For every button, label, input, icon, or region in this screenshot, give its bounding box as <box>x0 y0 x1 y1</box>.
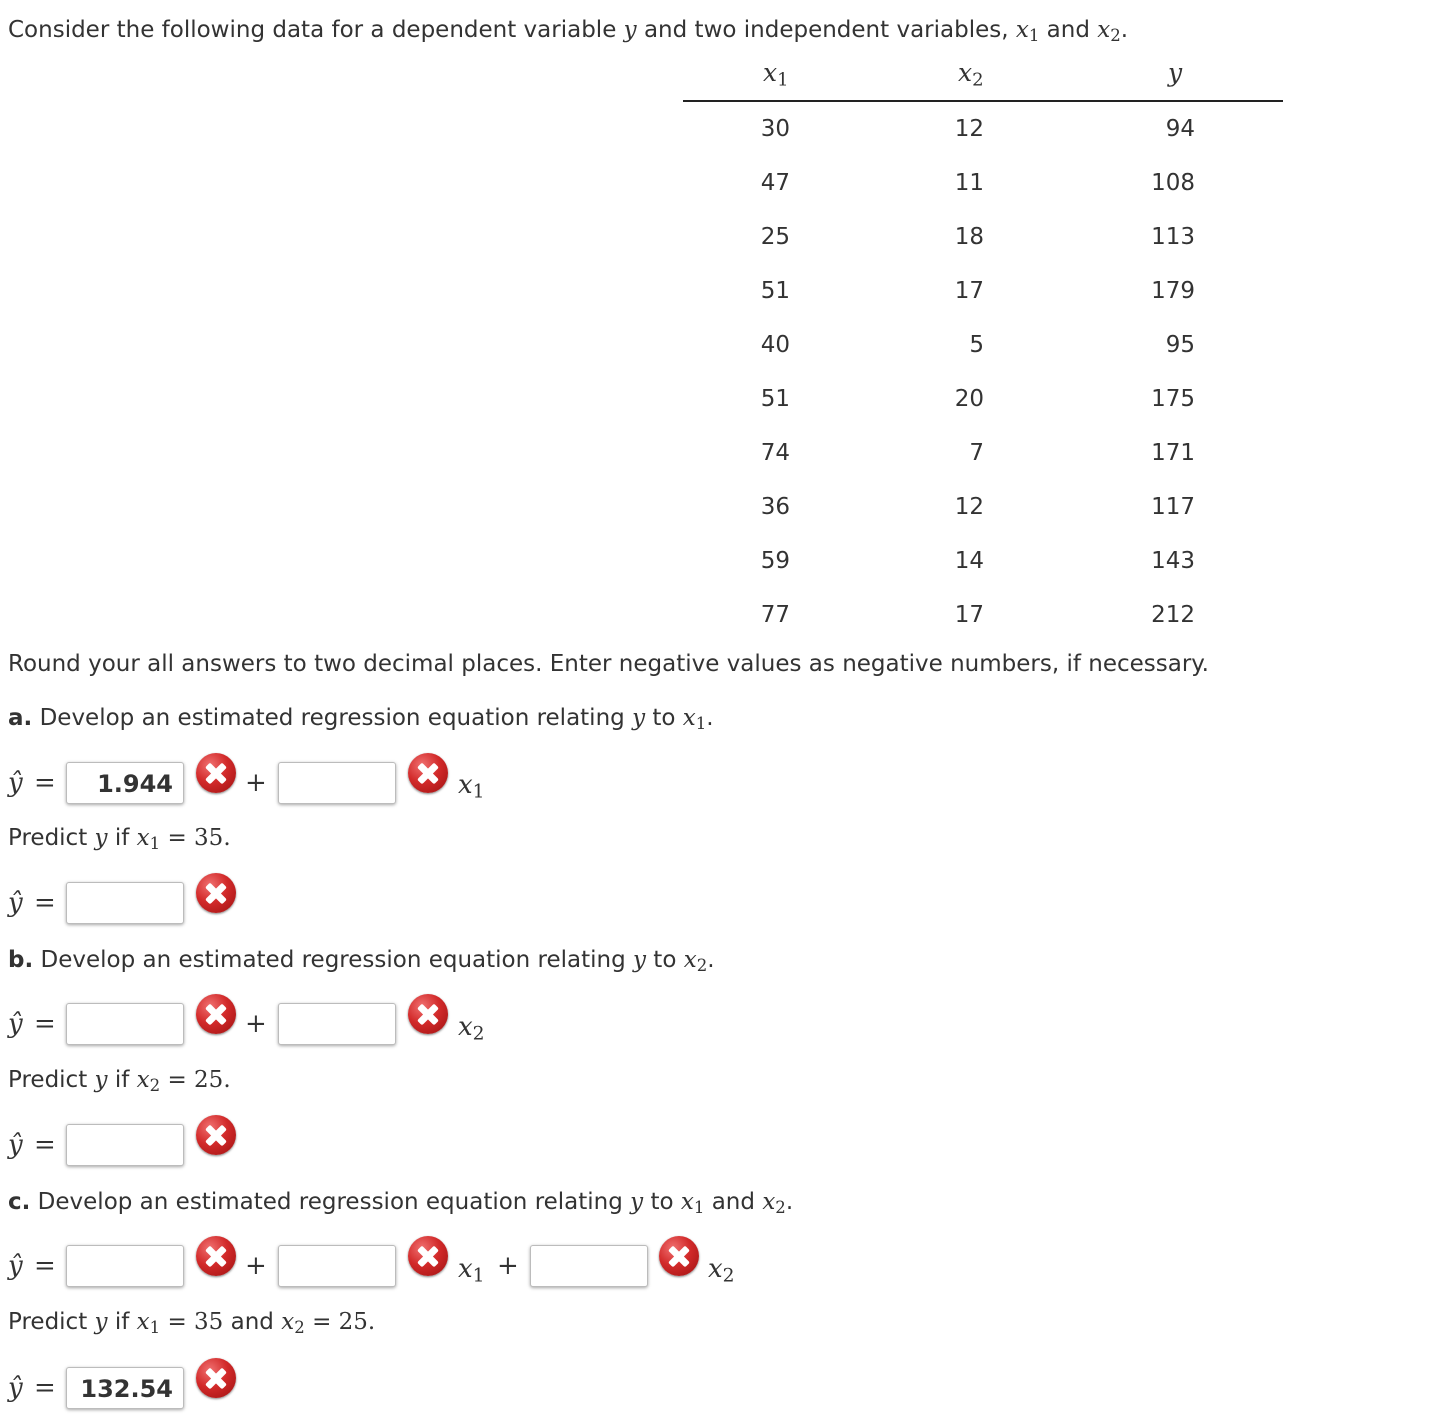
prompt-text: to <box>643 1189 681 1215</box>
equals-sign: = <box>34 1009 56 1039</box>
var-x2 <box>281 1309 305 1338</box>
part-label: a. <box>8 705 33 731</box>
plus-sign: + <box>245 768 267 798</box>
table-cell: 36 <box>760 494 790 520</box>
header-x2 <box>958 58 988 100</box>
table-cell: 7 <box>969 440 984 466</box>
var-x1 <box>458 770 485 803</box>
equals-sign: = <box>34 1130 56 1160</box>
table-cell: 143 <box>1151 548 1195 574</box>
incorrect-icon <box>196 994 236 1034</box>
part-a-predict-prompt <box>8 823 231 853</box>
table-cell: 74 <box>760 440 790 466</box>
part-b-slope-input[interactable] <box>278 1003 396 1045</box>
table-cell: 25 <box>760 224 790 250</box>
header-var: x <box>763 58 778 87</box>
var-y: y <box>632 705 646 731</box>
subscript: 2 <box>149 1076 161 1096</box>
prompt-text: to <box>646 947 684 973</box>
yhat-symbol: ŷ <box>8 1130 23 1160</box>
prompt-text: Predict <box>8 1067 95 1093</box>
var-x: x <box>1015 17 1029 43</box>
prompt-text: if <box>107 1309 137 1335</box>
part-a-predict-input[interactable] <box>66 882 184 924</box>
subscript: 1 <box>149 834 161 854</box>
subscript: 2 <box>972 69 984 91</box>
intro-part: and <box>1039 17 1098 43</box>
prompt-text: Predict <box>8 1309 95 1335</box>
var-y: y <box>94 1309 108 1335</box>
table-cell: 11 <box>954 170 984 196</box>
yhat-symbol: ŷ <box>8 1009 23 1039</box>
table-cell: 59 <box>760 548 790 574</box>
prompt-text: Develop an estimated regression equation relating <box>30 1189 631 1215</box>
subscript: 1 <box>1028 26 1040 46</box>
var-x: x <box>136 825 150 851</box>
subscript: 1 <box>472 1265 485 1287</box>
part-c-slope1-input[interactable] <box>278 1245 396 1287</box>
equals-sign: = <box>34 1373 56 1403</box>
table-cell: 212 <box>1151 602 1195 628</box>
header-x1 <box>763 58 793 100</box>
part-b-predict-prompt <box>8 1065 231 1095</box>
subscript: 1 <box>777 69 789 91</box>
subscript: 2 <box>472 1023 485 1045</box>
part-b-predict-input[interactable] <box>66 1124 184 1166</box>
part-c-intercept-input[interactable] <box>66 1245 184 1287</box>
table-cell: 175 <box>1151 386 1195 412</box>
table-cell: 18 <box>954 224 984 250</box>
table-cell: 179 <box>1151 278 1195 304</box>
table-cell: 113 <box>1151 224 1195 250</box>
var-x: x <box>458 1254 473 1284</box>
table-cell: 51 <box>760 278 790 304</box>
var-x: x <box>762 1189 776 1215</box>
incorrect-icon <box>196 753 236 793</box>
var-x2 <box>1097 17 1121 46</box>
table-cell: 117 <box>1151 494 1195 520</box>
var-x1 <box>136 1309 161 1338</box>
table-cell: 17 <box>954 278 984 304</box>
condition-value: = 35 <box>167 1309 224 1335</box>
intro-part: Consider the following data for a dependent variable <box>8 17 624 43</box>
intro-part: and two independent variables, <box>636 17 1016 43</box>
prompt-text: to <box>645 705 683 731</box>
var-x2 <box>762 1189 786 1218</box>
var-x1 <box>682 705 707 734</box>
equals-sign: = <box>34 1251 56 1281</box>
var-x1 <box>680 1189 705 1218</box>
yhat-symbol: ŷ <box>8 1251 23 1281</box>
incorrect-icon <box>408 1236 448 1276</box>
subscript: 2 <box>294 1318 305 1338</box>
table-cell: 14 <box>954 548 984 574</box>
var-y: y <box>94 825 108 851</box>
var-x2 <box>708 1254 735 1287</box>
plus-sign: + <box>245 1009 267 1039</box>
var-x: x <box>136 1309 150 1335</box>
table-cell: 47 <box>760 170 790 196</box>
var-x2 <box>136 1067 161 1096</box>
var-x1 <box>458 1254 485 1287</box>
var-y: y <box>623 17 637 43</box>
part-a-prompt <box>8 703 714 733</box>
table-cell: 95 <box>1165 332 1195 358</box>
var-x1 <box>1015 17 1040 46</box>
instructions: Round your all answers to two decimal places. Enter negative values as negative numbers, if necessary. <box>8 651 1209 677</box>
condition-value: = 35. <box>167 825 231 851</box>
part-a-slope-input[interactable] <box>278 762 396 804</box>
subscript: 1 <box>472 781 485 803</box>
var-y: y <box>630 1189 644 1215</box>
prompt-text: Develop an estimated regression equation relating <box>32 705 633 731</box>
table-cell: 171 <box>1151 440 1195 466</box>
var-x: x <box>680 1189 694 1215</box>
var-x: x <box>683 947 697 973</box>
var-x: x <box>458 1012 473 1042</box>
var-x2 <box>458 1012 485 1045</box>
part-c-prompt <box>8 1187 793 1217</box>
header-divider <box>683 100 1283 102</box>
var-x: x <box>708 1254 723 1284</box>
prompt-text: . <box>785 1189 794 1215</box>
yhat-symbol: ŷ <box>8 768 23 798</box>
incorrect-icon <box>408 753 448 793</box>
var-x2 <box>683 947 708 976</box>
subscript: 1 <box>149 1318 161 1338</box>
var-x: x <box>458 770 473 800</box>
incorrect-icon <box>659 1236 699 1276</box>
part-label: c. <box>8 1189 31 1215</box>
prompt-text: . <box>706 705 714 731</box>
var-x: x <box>1097 17 1111 43</box>
intro-part: . <box>1120 17 1129 43</box>
table-cell: 51 <box>760 386 790 412</box>
table-cell: 17 <box>954 602 984 628</box>
prompt-text: and <box>704 1189 763 1215</box>
part-c-predict-input[interactable]: 132.54 <box>66 1367 184 1409</box>
subscript: 2 <box>775 1198 786 1218</box>
prompt-text: Develop an estimated regression equation relating <box>33 947 633 973</box>
table-cell: 108 <box>1151 170 1195 196</box>
condition-value: = 25. <box>167 1067 231 1093</box>
incorrect-icon <box>408 994 448 1034</box>
header-y <box>1168 58 1198 100</box>
equals-sign: = <box>34 888 56 918</box>
yhat-symbol: ŷ <box>8 1373 23 1403</box>
var-y: y <box>633 947 646 973</box>
table-cell: 20 <box>954 386 984 412</box>
intro-text <box>8 15 1128 45</box>
incorrect-icon <box>196 1236 236 1276</box>
part-b-prompt <box>8 945 715 975</box>
part-label: b. <box>8 947 34 973</box>
part-b-intercept-input[interactable] <box>66 1003 184 1045</box>
plus-sign: + <box>497 1251 519 1281</box>
incorrect-icon <box>196 1358 236 1398</box>
part-c-predict-prompt <box>8 1307 375 1337</box>
table-cell: 12 <box>954 494 984 520</box>
equals-sign: = <box>34 768 56 798</box>
incorrect-icon <box>196 1115 236 1155</box>
table-cell: 12 <box>954 116 984 142</box>
incorrect-icon <box>196 873 236 913</box>
var-x: x <box>682 705 696 731</box>
prompt-text: if <box>107 1067 137 1093</box>
subscript: 2 <box>1110 26 1121 46</box>
plus-sign: + <box>245 1251 267 1281</box>
table-cell: 40 <box>760 332 790 358</box>
prompt-text: if <box>107 825 137 851</box>
var-x: x <box>281 1309 295 1335</box>
subscript: 2 <box>696 956 708 976</box>
prompt-text: and <box>223 1309 282 1335</box>
var-y: y <box>94 1067 108 1093</box>
yhat-symbol: ŷ <box>8 888 23 918</box>
part-c-slope2-input[interactable] <box>530 1245 648 1287</box>
prompt-text: . <box>707 947 715 973</box>
subscript: 1 <box>693 1198 705 1218</box>
table-cell: 77 <box>760 602 790 628</box>
var-x1 <box>136 825 161 854</box>
header-var: y <box>1168 58 1183 87</box>
part-a-intercept-input[interactable]: 1.944 <box>66 762 184 804</box>
prompt-text: Predict <box>8 825 95 851</box>
table-cell: 30 <box>760 116 790 142</box>
header-var: x <box>958 58 973 87</box>
table-cell: 5 <box>969 332 984 358</box>
subscript: 1 <box>695 714 707 734</box>
condition-value: = 25. <box>312 1309 376 1335</box>
subscript: 2 <box>722 1265 735 1287</box>
var-x: x <box>136 1067 150 1093</box>
table-cell: 94 <box>1165 116 1195 142</box>
